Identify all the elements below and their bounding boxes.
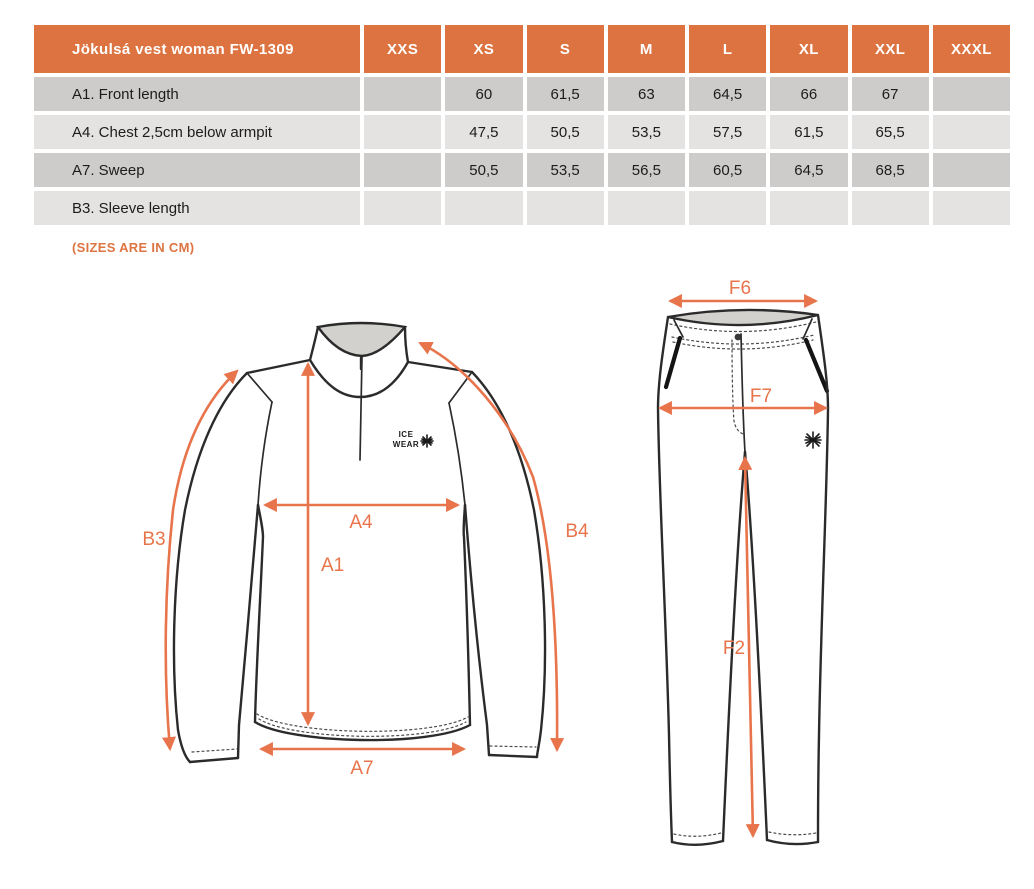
column-header-xs: XS bbox=[445, 25, 522, 73]
table-cell bbox=[770, 191, 847, 225]
size-chart-table bbox=[34, 25, 1010, 225]
logo-text-wear: WEAR bbox=[392, 440, 420, 449]
column-header-xxl: XXL bbox=[852, 25, 929, 73]
snowflake-icon bbox=[421, 435, 433, 447]
table-cell bbox=[933, 191, 1010, 225]
snowflake-icon bbox=[805, 432, 821, 448]
label-b4: B4 bbox=[565, 521, 589, 542]
table-cell: 60 bbox=[445, 77, 522, 111]
table-cell bbox=[852, 191, 929, 225]
label-a1: A1 bbox=[321, 555, 345, 576]
row-label-sleeve-length: B3. Sleeve length bbox=[34, 191, 360, 225]
table-cell bbox=[933, 77, 1010, 111]
table-cell: 56,5 bbox=[608, 153, 685, 187]
table-cell bbox=[527, 191, 604, 225]
table-cell: 53,5 bbox=[608, 115, 685, 149]
pants-measurement-diagram bbox=[630, 280, 1034, 880]
table-cell: 60,5 bbox=[689, 153, 766, 187]
table-cell: 61,5 bbox=[527, 77, 604, 111]
table-cell: 68,5 bbox=[852, 153, 929, 187]
table-cell: 50,5 bbox=[527, 115, 604, 149]
table-cell: 63 bbox=[608, 77, 685, 111]
label-a4: A4 bbox=[349, 512, 373, 533]
table-cell: 53,5 bbox=[527, 153, 604, 187]
b4-sleeve-arrow bbox=[420, 343, 557, 750]
table-cell: 64,5 bbox=[689, 77, 766, 111]
table-cell: 47,5 bbox=[445, 115, 522, 149]
label-b3: B3 bbox=[142, 529, 166, 550]
pants-measurements bbox=[660, 280, 826, 836]
pants-outline bbox=[658, 310, 828, 845]
table-cell bbox=[933, 153, 1010, 187]
row-label-sweep: A7. Sweep bbox=[34, 153, 360, 187]
sizes-in-cm-note: (SIZES ARE IN CM) bbox=[72, 240, 195, 255]
table-cell bbox=[933, 115, 1010, 149]
column-header-xl: XL bbox=[770, 25, 847, 73]
table-cell: 61,5 bbox=[770, 115, 847, 149]
table-cell bbox=[689, 191, 766, 225]
column-header-m: M bbox=[608, 25, 685, 73]
shirt-measurements bbox=[142, 343, 589, 779]
table-cell bbox=[445, 191, 522, 225]
label-f7: F7 bbox=[749, 386, 773, 407]
logo-text-ice: ICE bbox=[398, 430, 414, 439]
row-label-front-length: A1. Front length bbox=[34, 77, 360, 111]
column-header-s: S bbox=[527, 25, 604, 73]
b3-sleeve-arrow bbox=[166, 371, 237, 749]
left-pocket-welt bbox=[666, 338, 680, 387]
label-a7: A7 bbox=[350, 758, 374, 779]
shirt-measurement-diagram bbox=[115, 285, 620, 885]
row-label-chest: A4. Chest 2,5cm below armpit bbox=[34, 115, 360, 149]
column-header-l: L bbox=[689, 25, 766, 73]
table-cell: 50,5 bbox=[445, 153, 522, 187]
column-header-xxs: XXS bbox=[364, 25, 441, 73]
table-cell: 66 bbox=[770, 77, 847, 111]
ice-wear-logo bbox=[393, 430, 433, 449]
table-cell: 67 bbox=[852, 77, 929, 111]
label-f2: F2 bbox=[722, 638, 746, 659]
table-cell bbox=[364, 115, 441, 149]
label-f6: F6 bbox=[728, 280, 752, 299]
table-cell: 57,5 bbox=[689, 115, 766, 149]
table-cell bbox=[364, 77, 441, 111]
table-cell: 64,5 bbox=[770, 153, 847, 187]
table-cell bbox=[364, 153, 441, 187]
table-cell bbox=[608, 191, 685, 225]
product-title-cell: Jökulsá vest woman FW-1309 bbox=[34, 25, 360, 73]
shirt-outline bbox=[174, 323, 545, 762]
table-cell bbox=[364, 191, 441, 225]
column-header-xxxl: XXXL bbox=[933, 25, 1010, 73]
table-cell: 65,5 bbox=[852, 115, 929, 149]
